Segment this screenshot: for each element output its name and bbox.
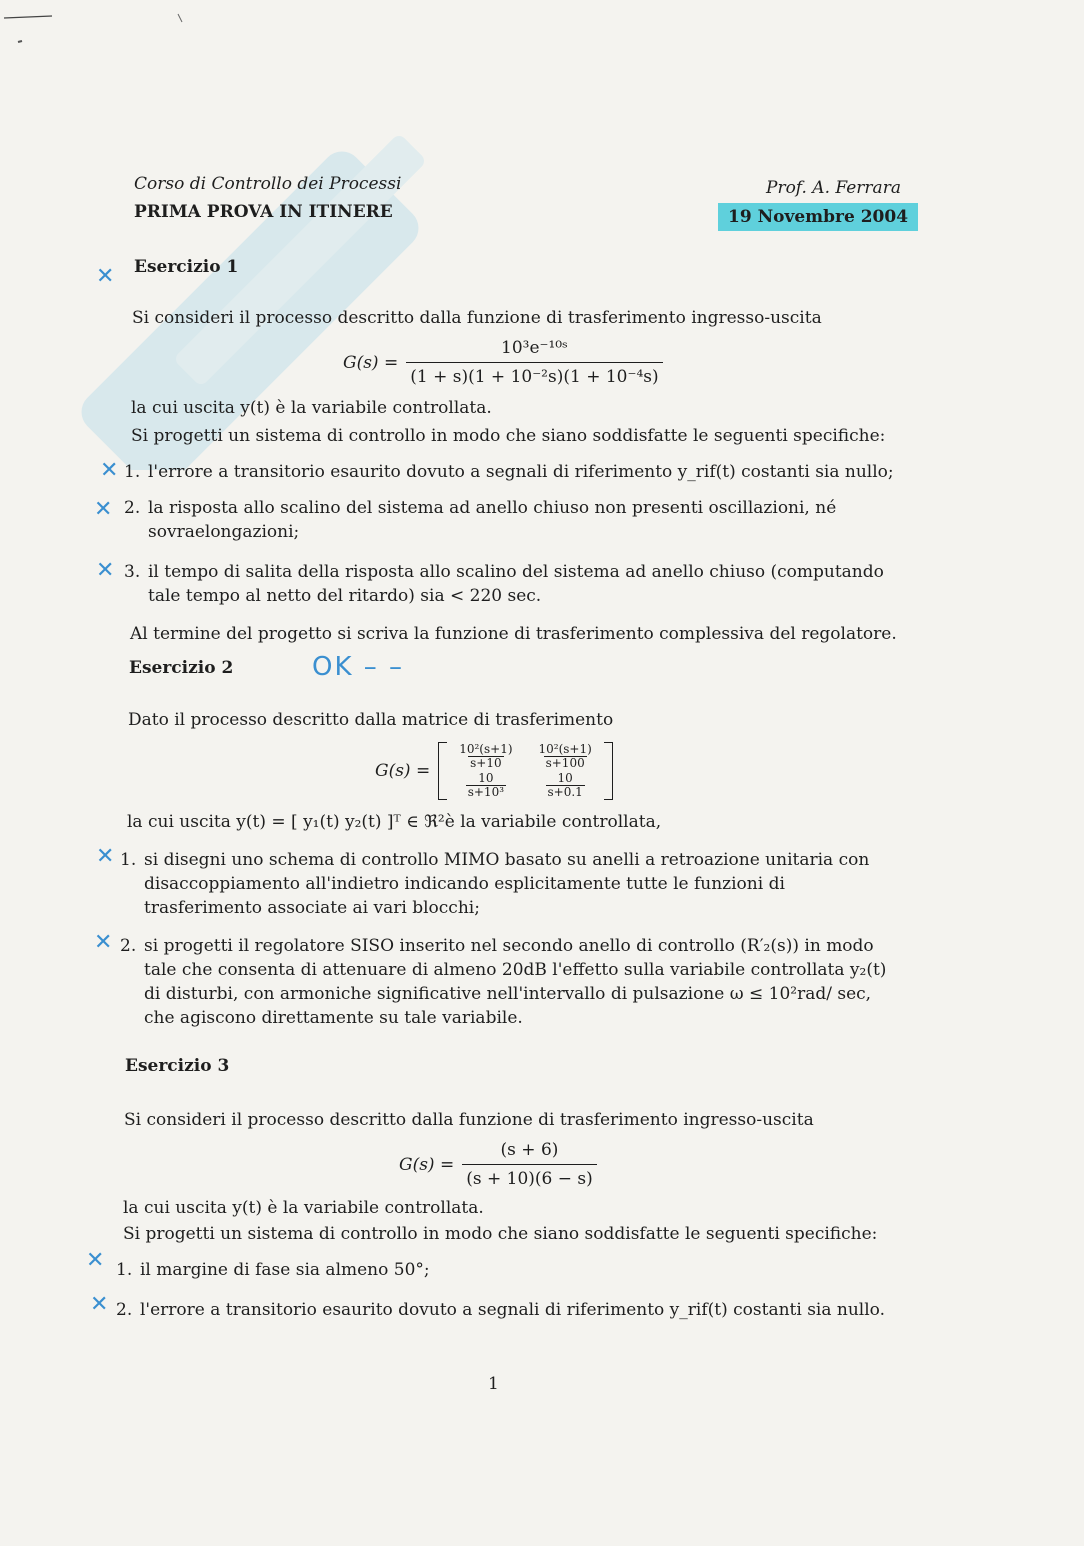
exercise-3-spec-line: Si progetti un sistema di controllo in modo che siano soddisfatte le seguenti specifiche: xyxy=(123,1224,878,1244)
exercise-2-intro: Dato il processo descritto dalla matrice di trasferimento xyxy=(128,710,614,730)
cross-mark-icon: ✕ xyxy=(100,458,119,483)
exercise-2-output-line: la cui uscita y(t) = [ y₁(t) y₂(t) ]ᵀ ∈ ℜ²è la variabile controllata, xyxy=(127,812,662,832)
cell-denominator: s+100 xyxy=(545,756,585,770)
item-text: la risposta allo scalino del sistema ad anello chiuso non presenti oscillazioni, né sovraelongazioni; xyxy=(148,498,837,542)
exercise-1-item-1 xyxy=(124,460,914,484)
cross-mark-icon: ✕ xyxy=(94,930,113,955)
exercise-1-item-3 xyxy=(124,560,909,608)
matrix-cell-22 xyxy=(537,772,594,799)
item-number: 3. xyxy=(124,562,141,582)
item-number: 2. xyxy=(124,498,141,518)
exercise-1-item-2 xyxy=(124,496,909,544)
exercise-3-title: Esercizio 3 xyxy=(125,1056,230,1076)
cross-mark-icon: ✕ xyxy=(96,264,115,289)
exercise-3-item-2 xyxy=(116,1298,896,1322)
item-text: l'errore a transitorio esaurito dovuto a segnali di riferimento y_rif(t) costanti sia nullo. xyxy=(140,1300,886,1320)
item-number: 1. xyxy=(124,462,141,482)
exercise-2-transfer-matrix xyxy=(375,742,613,800)
tf-fraction xyxy=(406,336,662,389)
tf-denominator: (s + 10)(6 − s) xyxy=(462,1164,597,1191)
exercise-1-title: Esercizio 1 xyxy=(134,257,239,277)
item-number: 1. xyxy=(116,1260,133,1280)
matrix-cell-12 xyxy=(537,743,594,770)
matrix-cell-21 xyxy=(457,772,514,799)
exam-date: 19 Novembre 2004 xyxy=(718,203,918,231)
scan-marks xyxy=(0,0,200,70)
cross-mark-icon: ✕ xyxy=(94,497,113,522)
cross-mark-icon: ✕ xyxy=(96,844,115,869)
tf-fraction xyxy=(462,1138,597,1191)
exercise-2-item-2 xyxy=(120,934,905,1030)
item-text: il tempo di salita della risposta allo scalino del sistema ad anello chiuso (computando tale tempo al netto del ritardo) sia < 220 sec. xyxy=(148,562,884,606)
cell-numerator: 10 xyxy=(478,771,494,785)
course-name: Corso di Controllo dei Processi xyxy=(134,174,402,194)
matrix-grid xyxy=(447,743,604,799)
professor-name: Prof. A. Ferrara xyxy=(766,178,901,198)
exercise-1-output-line: la cui uscita y(t) è la variabile controllata. xyxy=(131,398,492,418)
matrix-cell-11 xyxy=(457,743,514,770)
exercise-1-closing: Al termine del progetto si scriva la funzione di trasferimento complessiva del regolatore. xyxy=(130,624,897,644)
item-text: l'errore a transitorio esaurito dovuto a segnali di riferimento y_rif(t) costanti sia nullo; xyxy=(148,462,894,482)
cell-denominator: s+10 xyxy=(470,756,502,770)
cross-mark-icon: ✕ xyxy=(96,558,115,583)
item-text: si progetti il regolatore SISO inserito nel secondo anello di controllo (R′₂(s)) in modo tale che consenta di attenuare di almeno 20dB l'effetto sulla variabile controllata y₂(t) di disturbi, con armoniche significative nell'intervallo di pulsazione ω ≤ 10²rad/ sec, che agiscono direttamente su tale variabile. xyxy=(144,936,887,1028)
tf-denominator: (1 + s)(1 + 10⁻²s)(1 + 10⁻⁴s) xyxy=(406,362,662,389)
exercise-1-spec-line: Si progetti un sistema di controllo in modo che siano soddisfatte le seguenti specifiche: xyxy=(131,426,886,446)
tf-lhs: G(s) = xyxy=(343,352,399,373)
exercise-2-item-1 xyxy=(120,848,905,920)
page-number: 1 xyxy=(488,1374,499,1394)
cell-denominator: s+0.1 xyxy=(547,785,583,799)
item-text: il margine di fase sia almeno 50°; xyxy=(140,1260,430,1280)
matrix xyxy=(438,742,613,800)
item-number: 1. xyxy=(120,850,137,870)
tf-numerator: (s + 6) xyxy=(500,1140,559,1160)
right-bracket xyxy=(604,742,613,800)
cell-numerator: 10²(s+1) xyxy=(538,742,592,756)
exercise-3-item-1 xyxy=(116,1258,896,1282)
cell-numerator: 10 xyxy=(557,771,573,785)
left-bracket xyxy=(438,742,447,800)
tf-lhs: G(s) = xyxy=(375,761,431,781)
ok-handwritten-note: OK – – xyxy=(312,652,405,682)
cell-numerator: 10²(s+1) xyxy=(459,742,513,756)
exercise-1-intro: Si consideri il processo descritto dalla funzione di trasferimento ingresso-uscita xyxy=(132,308,822,328)
item-text: si disegni uno schema di controllo MIMO basato su anelli a retroazione unitaria con disaccoppiamento all'indietro indicando esplicitamente tutte le funzioni di trasferimento associate ai vari blocchi; xyxy=(144,850,870,918)
cross-mark-icon: ✕ xyxy=(86,1248,105,1273)
tf-lhs: G(s) = xyxy=(399,1154,455,1175)
exercise-1-transfer-function xyxy=(343,336,663,389)
exercise-3-output-line: la cui uscita y(t) è la variabile controllata. xyxy=(123,1198,484,1218)
exercise-3-transfer-function xyxy=(399,1138,597,1191)
tf-numerator: 10³e⁻¹⁰ˢ xyxy=(501,338,568,358)
exercise-2-title: Esercizio 2 xyxy=(129,658,234,678)
item-number: 2. xyxy=(120,936,137,956)
exam-title: PRIMA PROVA IN ITINERE xyxy=(134,202,393,222)
exercise-3-intro: Si consideri il processo descritto dalla funzione di trasferimento ingresso-uscita xyxy=(124,1110,814,1130)
item-number: 2. xyxy=(116,1300,133,1320)
cross-mark-icon: ✕ xyxy=(90,1292,109,1317)
cell-denominator: s+10³ xyxy=(467,785,505,799)
